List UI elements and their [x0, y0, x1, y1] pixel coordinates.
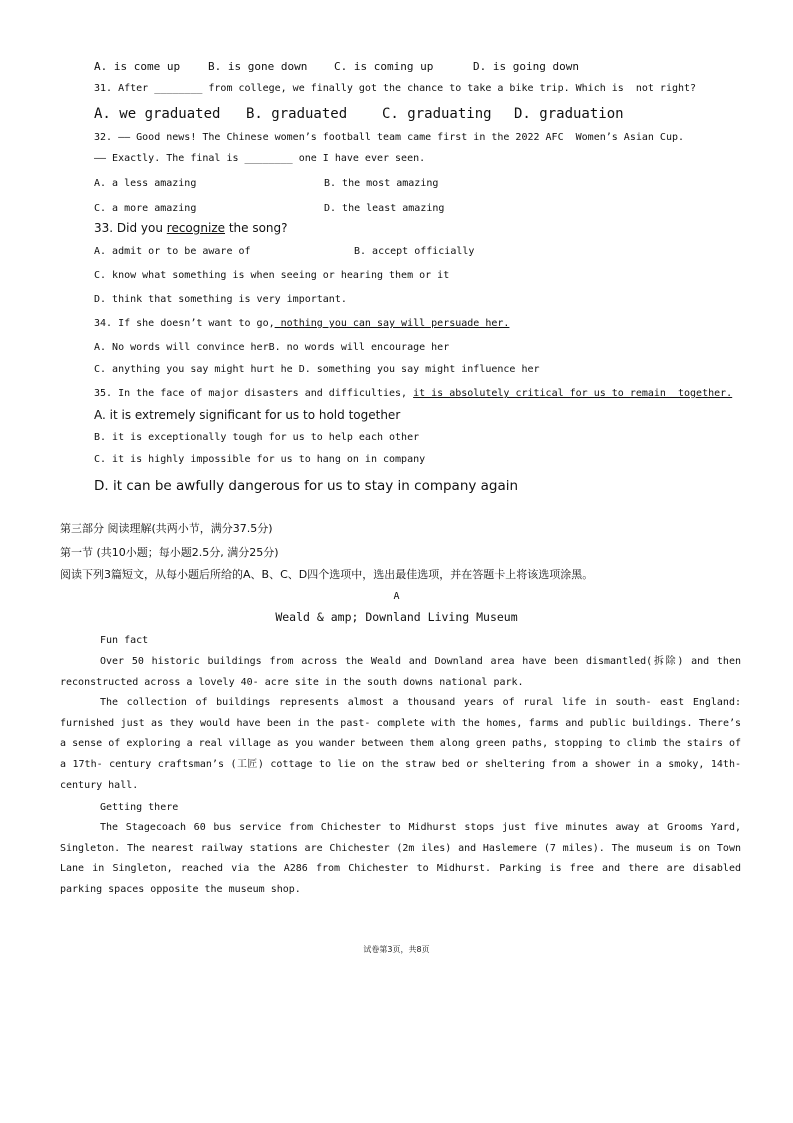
passage-letter: A [393, 591, 400, 602]
q34-options-cd: C. anything you say might hurt he D. something you say might influence her [94, 364, 540, 375]
section-part-heading: 第三部分 阅读理解(共两小节，满分37.5分) [60, 522, 273, 535]
q33-option-b: B. accept officially [354, 246, 475, 257]
q32-stem-line2: —— Exactly. The final is ________ one I have ever seen. [94, 153, 426, 164]
q30-option-d: D. is going down [473, 60, 579, 73]
q34-underlined: nothing you can say will persuade her. [274, 318, 510, 329]
passage-title: Weald & amp; Downland Living Museum [275, 610, 518, 624]
q30-option-c: C. is coming up [334, 60, 434, 73]
q31-option-c: C. graduating [382, 106, 492, 122]
page-footer: 试卷第3页，共8页 [363, 945, 430, 954]
q32-option-a: A. a less amazing [94, 178, 197, 189]
passage-paragraph-3: The Stagecoach 60 bus service from Chichester to Midhurst stops just five minutes away at Grooms Yard, Singleton. The nearest railway stations are Chichester (2m iles) and Haslemere (7 miles). The museum is on Town Lane in Singleton, reached via the A286 from Chichester to Midhurst. Parking is free and there are disabled parking spaces opposite the museum shop. [60, 822, 741, 896]
q31-option-a: A. we graduated [94, 106, 221, 122]
q31-stem: 31. After ________ from college, we finally got the chance to take a bike trip. Which is not right? [94, 83, 697, 94]
q31-option-b: B. graduated [246, 106, 348, 122]
q35-option-c: C. it is highly impossible for us to hang on in company [94, 454, 426, 465]
q34-stem: 34. If she doesn’t want to go, nothing you can say will persuade her. [94, 318, 510, 329]
q35-option-b: B. it is exceptionally tough for us to help each other [94, 432, 420, 443]
q34-options-ab: A. No words will convince herB. no words will encourage her [94, 342, 450, 353]
q35-underlined: it is absolutely critical for us to remain together. [413, 388, 733, 399]
q30-option-a: A. is come up [94, 60, 181, 73]
q32-option-d: D. the least amazing [324, 203, 445, 214]
section-instruction: 阅读下列3篇短文，从每小题后所给的A、B、C、D四个选项中，选出最佳选项，并在答题卡上将该选项涂黑。 [60, 568, 594, 581]
q35-stem: 35. In the face of major disasters and difficulties, it is absolutely critical for us to remain together. [94, 388, 733, 399]
q32-stem-line1: 32. —— Good news! The Chinese women’s football team came first in the 2022 AFC Women’s Asian Cup. [94, 132, 685, 143]
q32-option-c: C. a more amazing [94, 203, 197, 214]
passage-heading-fun-fact: Fun fact [100, 635, 149, 646]
q32-option-b: B. the most amazing [324, 178, 439, 189]
q31-option-d: D. graduation [514, 106, 624, 122]
q33-stem: 33. Did you recognize the song? [94, 221, 288, 235]
passage-paragraph-1: Over 50 historic buildings from across the Weald and Downland area have been dismantled(拆除) and then reconstructed across a lovely 40- acre site in the south downs national park. [60, 656, 741, 688]
q33-option-c: C. know what something is when seeing or hearing them or it [94, 270, 450, 281]
q30-option-b: B. is gone down [208, 60, 308, 73]
section-sub-heading: 第一节 (共10小题；每小题2.5分, 满分25分) [60, 546, 279, 559]
q33-option-a: A. admit or to be aware of [94, 246, 251, 257]
q33-keyword: recognize [166, 221, 226, 235]
passage-paragraph-2: The collection of buildings represents almost a thousand years of rural life in south- east England: furnished just as they would have been in the past- complete with the homes, farms and public buildings. There’s a sense of exploring a real village as you wander between them along green paths, stopping to climb the stairs of a 17th- century craftsman’s (工匠) cottage to lie on the straw bed or sheltering from a shower in a smoky, 14th- century hall. [60, 697, 741, 791]
passage-heading-getting-there: Getting there [100, 802, 179, 813]
q33-option-d: D. think that something is very important. [94, 294, 347, 305]
q35-option-a: A. it is extremely significant for us to hold together [94, 408, 401, 422]
q35-option-d: D. it can be awfully dangerous for us to stay in company again [94, 478, 519, 494]
